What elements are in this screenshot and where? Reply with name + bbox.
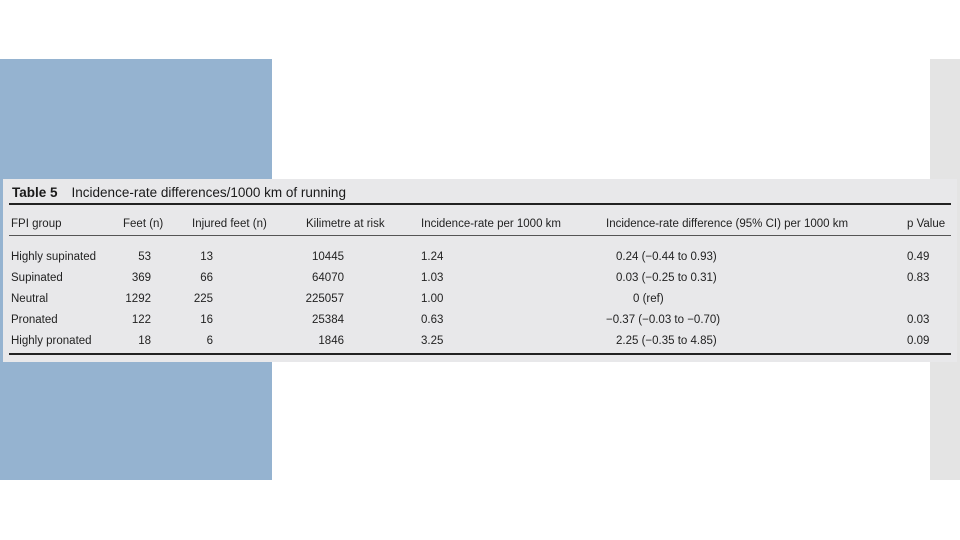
cell-rate-difference: 0 (ref) [633, 293, 664, 305]
cell-rate-difference: 0.24 (−0.44 to 0.93) [616, 251, 717, 263]
cell-fpi-group: Pronated [11, 314, 58, 326]
cell-km-at-risk: 225057 [305, 293, 344, 305]
cell-km-at-risk: 1846 [318, 335, 344, 347]
table-caption [12, 185, 346, 200]
cell-feet: 122 [131, 314, 151, 326]
table-number: Table 5 [12, 185, 58, 200]
bottom-rule [9, 353, 951, 355]
cell-incidence-rate: 1.03 [421, 272, 444, 284]
cell-incidence-rate: 0.63 [421, 314, 444, 326]
table-row [3, 293, 957, 314]
cell-incidence-rate: 1.00 [421, 293, 444, 305]
header-rule [9, 235, 951, 236]
header-injured-feet: Injured feet (n) [192, 218, 267, 230]
cell-km-at-risk: 25384 [312, 314, 344, 326]
cell-feet: 18 [138, 335, 151, 347]
cell-feet: 369 [131, 272, 151, 284]
cell-fpi-group: Supinated [11, 272, 63, 284]
table-title: Incidence-rate differences/1000 km of running [71, 185, 346, 200]
cell-feet: 53 [138, 251, 151, 263]
cell-p-value: 0.49 [907, 251, 930, 263]
cell-km-at-risk: 10445 [312, 251, 344, 263]
header-incidence-rate: Incidence-rate per 1000 km [421, 218, 561, 230]
cell-fpi-group: Neutral [11, 293, 49, 305]
table-row [3, 272, 957, 293]
header-km-at-risk: Kilimetre at risk [306, 218, 385, 230]
header-p-value: p Value [907, 218, 946, 230]
cell-injured-feet: 16 [200, 314, 213, 326]
cell-p-value: 0.83 [907, 272, 930, 284]
cell-injured-feet: 6 [206, 335, 213, 347]
top-rule [9, 203, 951, 205]
cell-km-at-risk: 64070 [312, 272, 344, 284]
cell-incidence-rate: 3.25 [421, 335, 444, 347]
cell-feet: 1292 [125, 293, 151, 305]
table-figure [3, 179, 957, 362]
cell-p-value: 0.09 [907, 335, 930, 347]
cell-rate-difference: 2.25 (−0.35 to 4.85) [616, 335, 717, 347]
cell-injured-feet: 66 [200, 272, 213, 284]
header-fpi-group: FPI group [11, 218, 62, 230]
header-feet: Feet (n) [123, 218, 164, 230]
cell-injured-feet: 13 [200, 251, 213, 263]
table-row [3, 251, 957, 272]
cell-injured-feet: 225 [193, 293, 213, 305]
cell-rate-difference: −0.37 (−0.03 to −0.70) [606, 314, 721, 326]
cell-incidence-rate: 1.24 [421, 251, 444, 263]
cell-fpi-group: Highly supinated [11, 251, 97, 263]
table-row [3, 314, 957, 335]
cell-fpi-group: Highly pronated [11, 335, 92, 347]
header-rate-difference: Incidence-rate difference (95% CI) per 1000 km [606, 218, 849, 230]
cell-rate-difference: 0.03 (−0.25 to 0.31) [616, 272, 717, 284]
cell-p-value: 0.03 [907, 314, 930, 326]
